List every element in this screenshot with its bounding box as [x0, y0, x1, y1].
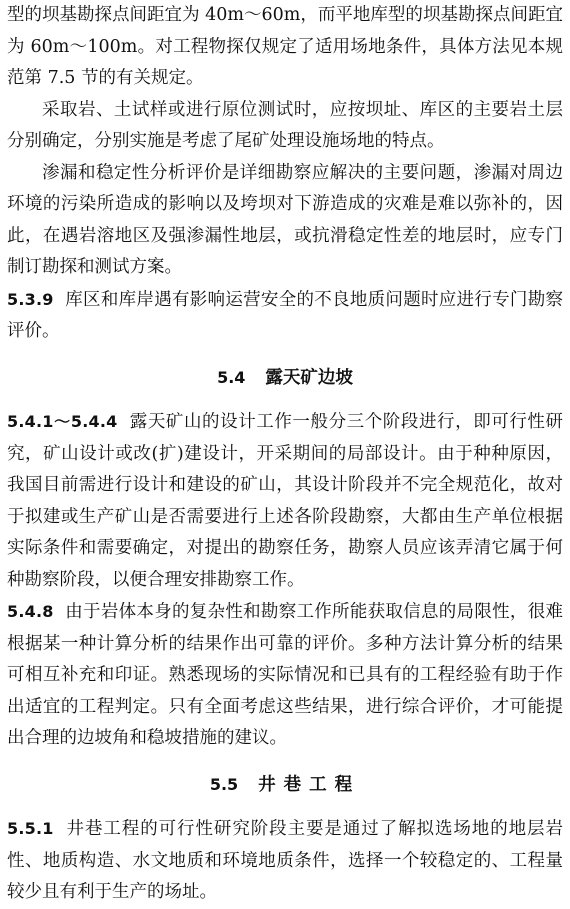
- paragraph-dam-spacing: 型的坝基勘探点间距宜为 40m～60m，而平地库型的坝基勘探点间距宜为 60m～100m。对工程物探仅规定了适用场地条件，具体方法见本规范第 7.5 节的有关规定。: [7, 5, 563, 88]
- section-heading-5-5: [7, 769, 563, 802]
- section-number: 5.4: [217, 367, 246, 387]
- clause-text: 露天矿山的设计工作一般分三个阶段进行，即可行性研究，矿山设计或改(扩)建设计，开采期间的局部设计。由于种种原因，我国目前需进行设计和建设的矿山，其设计阶段并不完全规范化，故对于拟建或生产矿山是否需要进行上述各阶段勘察，大都由生产单位根据实际条件和需要确定，对提出的勘察任务，勘察人员应该弄清它属于何种勘察阶段，以便合理安排勘察工作。: [7, 412, 563, 590]
- document-page: [7, 0, 563, 909]
- clause-5-3-9: [7, 284, 563, 348]
- section-title: 露天矿边坡: [265, 367, 353, 388]
- clause-text: 井巷工程的可行性研究阶段主要是通过了解拟选场地的地层岩性、地质构造、水文地质和环境地质条件，选择一个较稳定的、工程量较少且有利于生产的场址。: [7, 819, 563, 902]
- section-heading-5-4: [7, 362, 563, 395]
- clause-5-5-1: [7, 813, 563, 909]
- clause-5-4-8: [7, 596, 563, 755]
- clause-number: 5.5.1: [7, 819, 54, 838]
- paragraph-seepage-stability: 渗漏和稳定性分析评价是详细勘察应解决的主要问题，渗漏对周边环境的污染所造成的影响以及垮坝对下游造成的灾难是难以弥补的，因此，在遇岩溶地区及强渗漏性地层，或抗滑稳定性差的地层时，应专门制订勘探和测试方案。: [7, 162, 563, 277]
- clause-number: 5.3.9: [7, 289, 54, 309]
- clause-number: 5.4.8: [7, 602, 54, 621]
- paragraph-sampling: 采取岩、土试样或进行原位测试时，应按坝址、库区的主要岩土层分别确定，分别实施是考虑了尾矿处理设施场地的特点。: [7, 99, 563, 151]
- clause-5-4-1-to-5-4-4: [7, 406, 563, 596]
- clause-text: 由于岩体本身的复杂性和勘察工作所能获取信息的局限性，很难根据某一种计算分析的结果作出可靠的评价。多种方法计算分析的结果可相互补充和印证。熟悉现场的实际情况和已具有的工程经验有助于作出适宜的工程判定。只有全面考虑这些结果，进行综合评价，才可能提出合理的边坡角和稳坡措施的建议。: [7, 602, 563, 748]
- clause-number: 5.4.1～5.4.4: [7, 412, 118, 431]
- section-number: 5.5: [209, 774, 239, 794]
- clause-text: 库区和库岸遇有影响运营安全的不良地质问题时应进行专门勘察评价。: [7, 289, 563, 341]
- section-title: 井巷工程: [258, 774, 361, 795]
